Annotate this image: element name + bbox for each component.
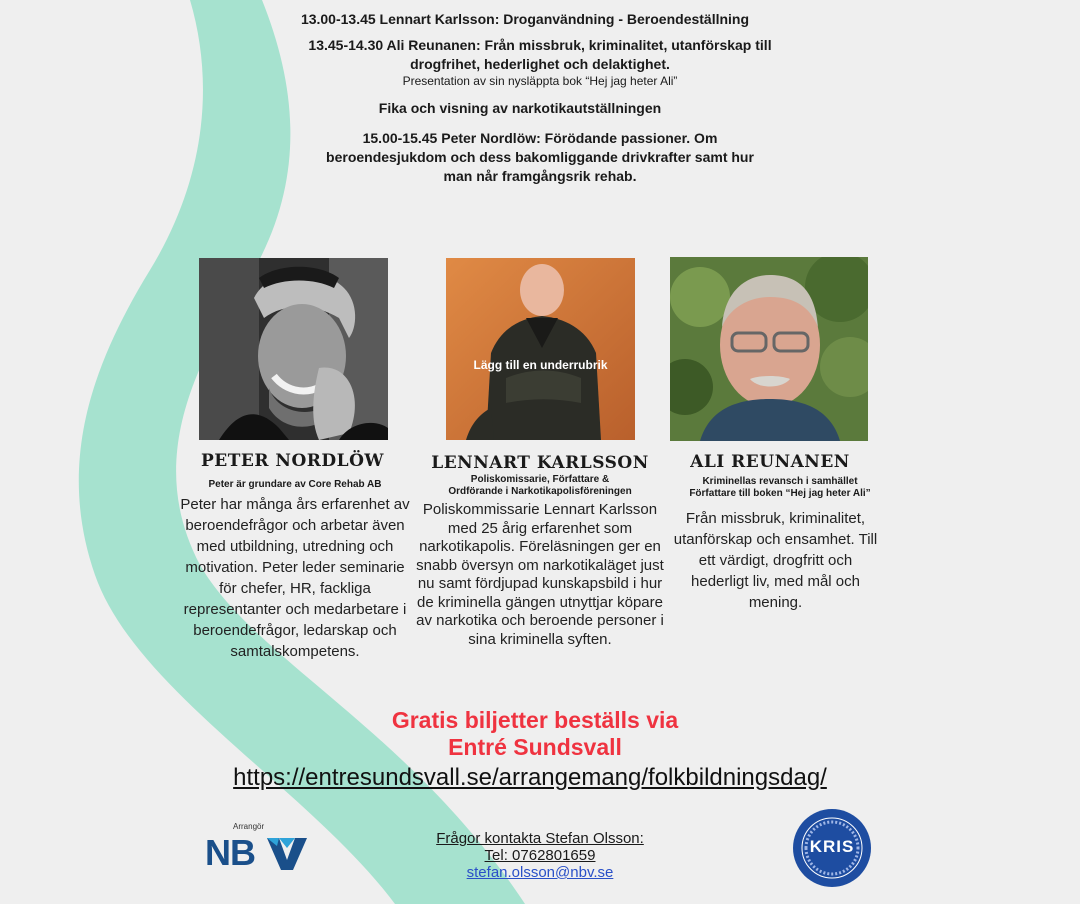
speaker-name-ali: ALI REUNANEN — [690, 452, 850, 472]
ticket-call-to-action — [300, 707, 770, 761]
speaker-bio-lennart: Poliskommissarie Lennart Karlsson med 25 årig erfarenhet som narkotikapolis. Föreläsningen ger en snabb översyn om narkotikaläget just nu samt fördjupad kunskapsbild i hur de kriminella gängen utnyttjar köpare av narkotika och beroende personer i sina kriminella syften. — [416, 501, 664, 648]
photo-peter-nordlow — [199, 258, 388, 440]
kris-text: KRIS — [809, 837, 855, 856]
speaker-role-ali — [655, 476, 905, 500]
speaker-role-lennart — [420, 474, 660, 498]
schedule-item-3-line-1: 15.00-15.45 Peter Nordlöw: Förödande passioner. Om — [362, 130, 718, 146]
nbv-caption: Arrangör — [233, 822, 265, 831]
cta-line-1: Gratis biljetter beställs via — [391, 707, 679, 733]
photo-lennart-karlsson — [446, 258, 635, 440]
photo-ali-reunanen — [670, 257, 868, 441]
nbv-v-mark-icon — [267, 838, 307, 870]
contact-line: Frågor kontakta Stefan Olsson: — [436, 830, 644, 847]
contact-block — [380, 830, 700, 881]
speaker-name-lennart: LENNART KARLSSON — [431, 453, 649, 473]
schedule-break: Fika och visning av narkotikautställningen — [378, 100, 662, 116]
schedule-item-2-line-1: 13.45-14.30 Ali Reunanen: Från missbruk, kriminalitet, utanförskap till — [308, 37, 772, 53]
photo-caption: Lägg till en underrubrik — [473, 358, 608, 372]
speaker-name-peter: PETER NORDLÖW — [201, 451, 384, 471]
contact-email[interactable]: stefan.olsson@nbv.se — [466, 864, 614, 881]
speaker-role-ali-line-1: Kriminellas revansch i samhället — [702, 476, 858, 487]
schedule-item-3-line-3: man når framgångsrik rehab. — [443, 168, 637, 184]
cta-line-2: Entré Sundsvall — [448, 734, 622, 760]
schedule-item-1: 13.00-13.45 Lennart Karlsson: Droganvändning - Beroendeställning — [300, 11, 750, 27]
speaker-bio-ali: Från missbruk, kriminalitet, utanförskap och ensamhet. Till ett värdigt, drogfritt och hederligt liv, med mål och mening. — [673, 510, 878, 611]
schedule-item-2-note: Presentation av sin nysläppta bok “Hej jag heter Ali” — [402, 74, 678, 88]
kris-logo — [792, 808, 872, 888]
contact-phone[interactable]: Tel: 0762801659 — [484, 847, 596, 864]
speaker-role-peter: Peter är grundare av Core Rehab AB — [208, 479, 382, 490]
schedule-item-2 — [220, 36, 860, 74]
schedule-item-3 — [280, 129, 800, 186]
speaker-role-lennart-line-1: Poliskomissarie, Författare & — [470, 474, 610, 485]
speaker-bio-peter: Peter har många års erfarenhet av beroendefrågor och arbetar även med utbildning, utredning och motivation. Peter leder seminarie för chefer, HR, fackliga representanter och medarbetare i beroendefrågor, ledarskap och samtalskompetens. — [180, 496, 410, 660]
speaker-role-ali-line-2: Författare till boken “Hej jag heter Ali” — [689, 488, 871, 499]
nbv-text: NB — [205, 832, 255, 873]
schedule-item-3-line-2: beroendesjukdom och dess bakomliggande drivkrafter samt hur — [326, 149, 754, 165]
speaker-role-lennart-line-2: Ordförande i Narkotikapolisföreningen — [448, 486, 632, 497]
schedule-item-2-line-2: drogfrihet, hederlighet och delaktighet. — [410, 56, 670, 72]
nbv-logo — [205, 822, 315, 874]
ticket-link[interactable]: https://entresundsvall.se/arrangemang/folkbildningsdag/ — [233, 764, 827, 791]
